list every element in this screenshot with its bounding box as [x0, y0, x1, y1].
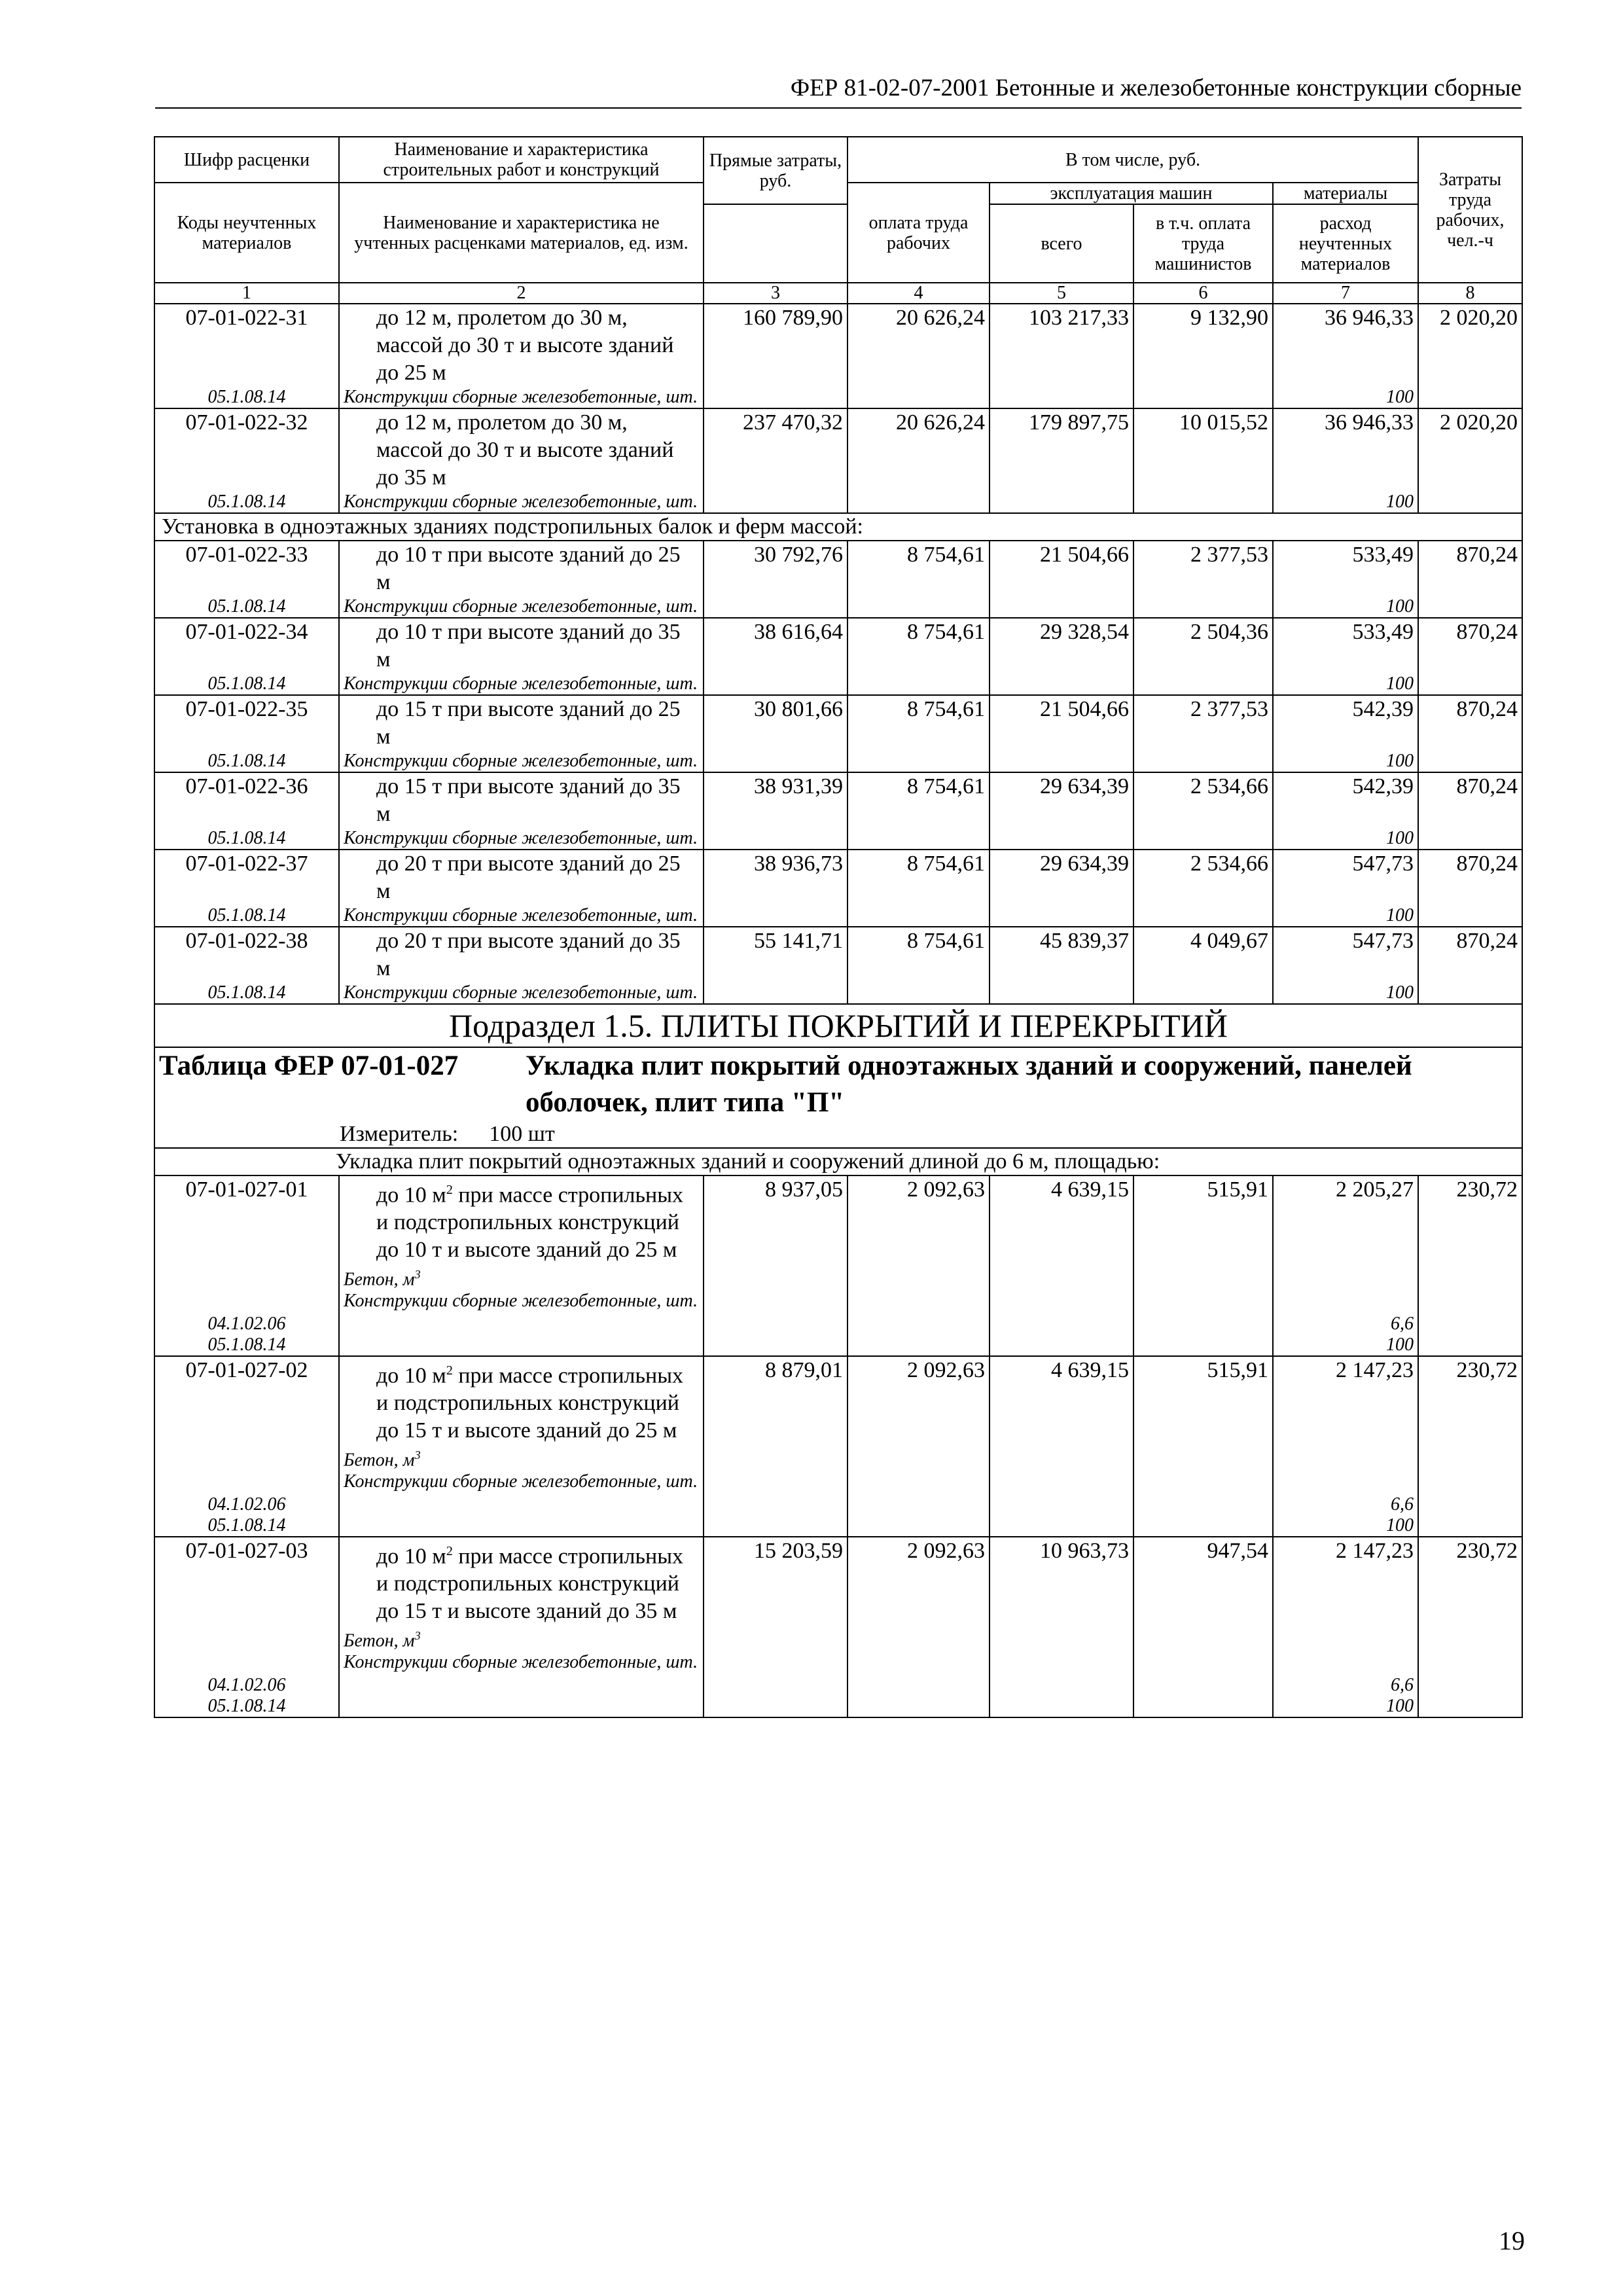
rates-table	[154, 136, 1523, 1718]
value-mach-labor: 515,91	[1133, 1356, 1273, 1537]
rows-group-b	[154, 541, 1522, 1004]
spacer	[159, 1384, 334, 1494]
material-name: Конструкции сборные железобетонные, шт.	[339, 492, 704, 513]
material-code: 05.1.08.14	[154, 828, 339, 850]
value-hours: 2 020,20	[1418, 304, 1522, 408]
rate-description: до 12 м, пролетом до 30 м, массой до 30 т и высоте зданий до 35 м	[339, 408, 704, 492]
table-row	[154, 772, 1522, 828]
value-mat-text: 542,39	[1352, 774, 1414, 798]
material-code: 05.1.08.14	[154, 905, 339, 927]
rate-code-cell	[154, 1356, 339, 1537]
spacer	[1277, 1384, 1414, 1494]
col-num: 8	[1418, 283, 1522, 304]
value-mat-text: 533,49	[1352, 543, 1414, 567]
value-labor: 20 626,24	[847, 408, 990, 513]
value-mat-text: 533,49	[1352, 620, 1414, 644]
material-qty: 6,6	[1391, 1314, 1414, 1334]
value-direct: 160 789,90	[704, 304, 847, 408]
material-qty: 100	[1386, 1335, 1414, 1355]
value-direct: 38 936,73	[704, 850, 847, 927]
superscript: 2	[446, 1544, 453, 1558]
value-mat	[1273, 541, 1418, 618]
col-num: 7	[1273, 283, 1418, 304]
material-name: Конструкции сборные железобетонные, шт.	[339, 905, 704, 927]
rate-description	[344, 1357, 699, 1444]
material-qty: 100	[1386, 387, 1414, 407]
material-qty: 100	[1386, 1515, 1414, 1535]
table-row	[154, 304, 1522, 387]
material-name: Конструкции сборные железобетонные, шт.	[339, 751, 704, 772]
value-mach: 4 639,15	[990, 1175, 1133, 1356]
material-code: 04.1.02.06	[207, 1494, 286, 1515]
rate-description: до 20 т при высоте зданий до 35 м	[339, 927, 704, 982]
value-mat-text: 542,39	[1352, 697, 1414, 721]
desc-area: до 10 м	[376, 1363, 446, 1388]
value-direct: 15 203,59	[704, 1537, 847, 1717]
material-code: 05.1.08.14	[154, 673, 339, 695]
material-name: Конструкции сборные железобетонные, шт.	[344, 1471, 698, 1492]
value-mat-cell	[1273, 1537, 1418, 1717]
material-name: Конструкции сборные железобетонные, шт.	[339, 673, 704, 695]
material-qty: 6,6	[1391, 1494, 1414, 1515]
value-hours: 870,24	[1418, 618, 1522, 695]
material-code: 05.1.08.14	[154, 982, 339, 1004]
group-title-1: Установка в одноэтажных зданиях подстропильных балок и ферм массой:	[154, 513, 1522, 541]
value-mach: 21 504,66	[990, 541, 1133, 618]
value-mat: 2 205,27	[1336, 1177, 1414, 1202]
superscript: 2	[446, 1363, 453, 1378]
rate-description: до 15 т при высоте зданий до 35 м	[339, 772, 704, 828]
value-direct: 55 141,71	[704, 927, 847, 1004]
col-matname-header: Наименование и характеристика не учтенных расценками материалов, ед. изм.	[339, 183, 704, 283]
value-mach: 45 839,37	[990, 927, 1133, 1004]
value-mach: 29 328,54	[990, 618, 1133, 695]
material-qty: 100	[1386, 828, 1414, 848]
value-mach-labor: 9 132,90	[1133, 304, 1273, 408]
spacer	[159, 1565, 334, 1675]
value-mach: 103 217,33	[990, 304, 1133, 408]
desc-rest: при массе стропильных и подстропильных конструкций до 15 т и высоте зданий до 35 м	[376, 1544, 684, 1624]
value-hours: 870,24	[1418, 927, 1522, 1004]
value-hours: 230,72	[1418, 1356, 1522, 1537]
rate-description-cell	[339, 1537, 704, 1717]
group-title-2: Укладка плит покрытий одноэтажных зданий и сооружений длиной до 6 м, площадью:	[154, 1148, 1522, 1175]
value-mach-labor: 2 534,66	[1133, 772, 1273, 850]
value-mach-labor: 4 049,67	[1133, 927, 1273, 1004]
value-mat	[1273, 408, 1418, 513]
value-direct: 38 931,39	[704, 772, 847, 850]
value-direct: 30 792,76	[704, 541, 847, 618]
material-code: 04.1.02.06	[207, 1675, 286, 1695]
table-label: Таблица ФЕР 07-01-027	[159, 1050, 459, 1081]
value-mat-cell	[1273, 1356, 1418, 1537]
rate-code: 07-01-022-32	[154, 408, 339, 492]
material-code: 05.1.08.14	[154, 751, 339, 772]
value-labor: 2 092,63	[847, 1175, 990, 1356]
col-mach-header: всего	[990, 204, 1133, 283]
table-title-block	[154, 1047, 1522, 1148]
col-labor-header: оплата труда рабочих	[847, 183, 990, 283]
value-mach: 4 639,15	[990, 1356, 1133, 1537]
rate-code: 07-01-027-01	[185, 1177, 308, 1202]
col-num: 3	[704, 283, 847, 304]
table-row	[154, 927, 1522, 982]
value-mach: 29 634,39	[990, 850, 1133, 927]
value-mach-labor: 2 377,53	[1133, 695, 1273, 772]
table-title: Укладка плит покрытий одноэтажных зданий и сооружений, панелей оболочек, плит типа "П"	[526, 1050, 1412, 1118]
spacer	[159, 1204, 334, 1314]
value-mat-text: 36 946,33	[1325, 410, 1414, 435]
rate-code-cell	[154, 1175, 339, 1356]
value-mat	[1273, 772, 1418, 850]
value-labor: 8 754,61	[847, 850, 990, 927]
page-number: 19	[1499, 2226, 1525, 2255]
value-mach-labor: 2 377,53	[1133, 541, 1273, 618]
value-direct: 237 470,32	[704, 408, 847, 513]
table-row	[154, 695, 1522, 751]
table-row	[154, 541, 1522, 596]
material-qty: 100	[1386, 673, 1414, 694]
value-hours: 870,24	[1418, 850, 1522, 927]
superscript: 3	[414, 1629, 421, 1643]
value-direct: 8 937,05	[704, 1175, 847, 1356]
rate-description: до 15 т при высоте зданий до 25 м	[339, 695, 704, 751]
value-mat	[1273, 304, 1418, 408]
material-qty: 100	[1386, 492, 1414, 512]
material-code: 04.1.02.06	[207, 1314, 286, 1334]
desc-rest: при массе стропильных и подстропильных конструкций до 10 т и высоте зданий до 25 м	[376, 1183, 684, 1263]
material-code: 05.1.08.14	[154, 492, 339, 513]
value-mach-labor: 515,91	[1133, 1175, 1273, 1356]
value-hours: 230,72	[1418, 1537, 1522, 1717]
spacer	[1277, 1204, 1414, 1314]
value-hours: 2 020,20	[1418, 408, 1522, 513]
value-mach: 10 963,73	[990, 1537, 1133, 1717]
value-mat	[1273, 850, 1418, 927]
rate-description: до 10 т при высоте зданий до 35 м	[339, 618, 704, 673]
material-name	[344, 1444, 699, 1471]
value-hours: 870,24	[1418, 772, 1522, 850]
superscript: 3	[414, 1448, 421, 1462]
material-name: Конструкции сборные железобетонные, шт.	[344, 1290, 698, 1311]
value-mat-cell	[1273, 1175, 1418, 1356]
section-title: Подраздел 1.5. ПЛИТЫ ПОКРЫТИЙ И ПЕРЕКРЫТИЙ	[154, 1004, 1522, 1047]
material-name: Конструкции сборные железобетонные, шт.	[339, 982, 704, 1004]
material-code: 05.1.08.14	[154, 596, 339, 618]
value-labor: 8 754,61	[847, 541, 990, 618]
superscript: 2	[446, 1183, 453, 1197]
value-mat	[1273, 695, 1418, 772]
col-mat-header: материалы	[1273, 183, 1418, 204]
rate-code: 07-01-022-33	[154, 541, 339, 596]
material-name	[344, 1625, 699, 1651]
col-matcode-header: Коды неучтенных материалов	[154, 183, 339, 283]
rate-code: 07-01-022-31	[154, 304, 339, 387]
value-labor: 2 092,63	[847, 1537, 990, 1717]
material-code: 05.1.08.14	[207, 1696, 286, 1716]
value-labor: 8 754,61	[847, 618, 990, 695]
material-code: 05.1.08.14	[207, 1335, 286, 1355]
rate-description	[344, 1176, 699, 1264]
rate-description: до 20 т при высоте зданий до 25 м	[339, 850, 704, 905]
material-qty: 100	[1386, 751, 1414, 771]
section-block	[154, 1004, 1522, 1175]
col-code-header: Шифр расценки	[154, 137, 339, 183]
value-mat: 2 147,23	[1336, 1539, 1414, 1563]
material-name: Конструкции сборные железобетонные, шт.	[339, 387, 704, 408]
rate-description	[344, 1537, 699, 1625]
value-direct: 38 616,64	[704, 618, 847, 695]
col-machlabor-header: в т.ч. оплата труда машинистов	[1133, 204, 1273, 283]
rate-description: до 12 м, пролетом до 30 м, массой до 30 т и высоте зданий до 25 м	[339, 304, 704, 387]
value-labor: 8 754,61	[847, 772, 990, 850]
value-mat: 2 147,23	[1336, 1358, 1414, 1382]
value-direct: 8 879,01	[704, 1356, 847, 1537]
rows-group-a	[154, 304, 1522, 513]
material-name-text: Бетон, м	[344, 1450, 415, 1471]
table-header	[154, 137, 1522, 304]
col-incl-header: В том числе, руб.	[847, 137, 1418, 183]
desc-rest: при массе стропильных и подстропильных конструкций до 15 т и высоте зданий до 25 м	[376, 1363, 684, 1443]
col-expl-header: эксплуатация машин	[990, 183, 1273, 204]
material-name: Конструкции сборные железобетонные, шт.	[339, 828, 704, 850]
table-row	[154, 618, 1522, 673]
measure-label: Измеритель:	[340, 1122, 459, 1146]
value-hours: 870,24	[1418, 695, 1522, 772]
page-header: ФЕР 81-02-07-2001 Бетонные и железобетонные конструкции сборные	[155, 73, 1522, 109]
material-name-text: Бетон, м	[344, 1269, 415, 1290]
value-labor: 2 092,63	[847, 1356, 990, 1537]
table-row	[154, 1356, 1522, 1537]
material-name	[344, 1264, 699, 1290]
col-spacer	[704, 204, 847, 283]
value-hours: 870,24	[1418, 541, 1522, 618]
rate-code: 07-01-022-35	[154, 695, 339, 751]
rate-code: 07-01-022-36	[154, 772, 339, 828]
rate-description-cell	[339, 1175, 704, 1356]
col-num: 2	[339, 283, 704, 304]
table-row	[154, 408, 1522, 492]
value-direct: 30 801,66	[704, 695, 847, 772]
material-name: Конструкции сборные железобетонные, шт.	[339, 596, 704, 618]
rate-code: 07-01-027-03	[185, 1539, 308, 1563]
rate-code: 07-01-022-37	[154, 850, 339, 905]
value-mat-text: 547,73	[1352, 852, 1414, 876]
value-mach-labor: 10 015,52	[1133, 408, 1273, 513]
rate-code: 07-01-022-34	[154, 618, 339, 673]
rows-group-c	[154, 1175, 1522, 1717]
measure-value: 100 шт	[489, 1122, 555, 1146]
value-mat-text: 36 946,33	[1325, 306, 1414, 330]
value-labor: 8 754,61	[847, 927, 990, 1004]
material-code: 05.1.08.14	[154, 387, 339, 408]
col-num: 6	[1133, 283, 1273, 304]
material-qty: 100	[1386, 982, 1414, 1003]
table-row	[154, 1175, 1522, 1356]
col-direct-header: Прямые затраты, руб.	[704, 137, 847, 204]
value-hours: 230,72	[1418, 1175, 1522, 1356]
rate-code: 07-01-027-02	[185, 1358, 308, 1382]
value-mach: 179 897,75	[990, 408, 1133, 513]
desc-area: до 10 м	[376, 1183, 446, 1208]
material-qty: 100	[1386, 596, 1414, 617]
material-qty: 100	[1386, 905, 1414, 925]
spacer	[1277, 1565, 1414, 1675]
rate-description-cell	[339, 1356, 704, 1537]
rate-code-cell	[154, 1537, 339, 1717]
table-row	[154, 850, 1522, 905]
value-mach: 29 634,39	[990, 772, 1133, 850]
value-mach-labor: 2 534,66	[1133, 850, 1273, 927]
material-name: Конструкции сборные железобетонные, шт.	[344, 1651, 698, 1672]
material-name-text: Бетон, м	[344, 1630, 415, 1651]
table-row	[154, 1537, 1522, 1717]
material-code: 05.1.08.14	[207, 1515, 286, 1535]
value-labor: 20 626,24	[847, 304, 990, 408]
superscript: 3	[414, 1268, 421, 1282]
col-num: 5	[990, 283, 1133, 304]
value-mach: 21 504,66	[990, 695, 1133, 772]
material-qty: 6,6	[1391, 1675, 1414, 1695]
desc-area: до 10 м	[376, 1544, 446, 1569]
col-num: 1	[154, 283, 339, 304]
value-mach-labor: 947,54	[1133, 1537, 1273, 1717]
group-heading	[154, 513, 1522, 541]
value-mat-text: 547,73	[1352, 929, 1414, 953]
value-mat	[1273, 927, 1418, 1004]
col-name-header: Наименование и характеристика строительных работ и конструкций	[339, 137, 704, 183]
rate-code: 07-01-022-38	[154, 927, 339, 982]
value-mat	[1273, 618, 1418, 695]
value-labor: 8 754,61	[847, 695, 990, 772]
col-hours-header: Затраты труда рабочих, чел.-ч	[1418, 137, 1522, 283]
rate-description: до 10 т при высоте зданий до 25 м	[339, 541, 704, 596]
col-matqty-header: расход неучтенных материалов	[1273, 204, 1418, 283]
value-mach-labor: 2 504,36	[1133, 618, 1273, 695]
material-qty: 100	[1386, 1696, 1414, 1716]
col-num: 4	[847, 283, 990, 304]
